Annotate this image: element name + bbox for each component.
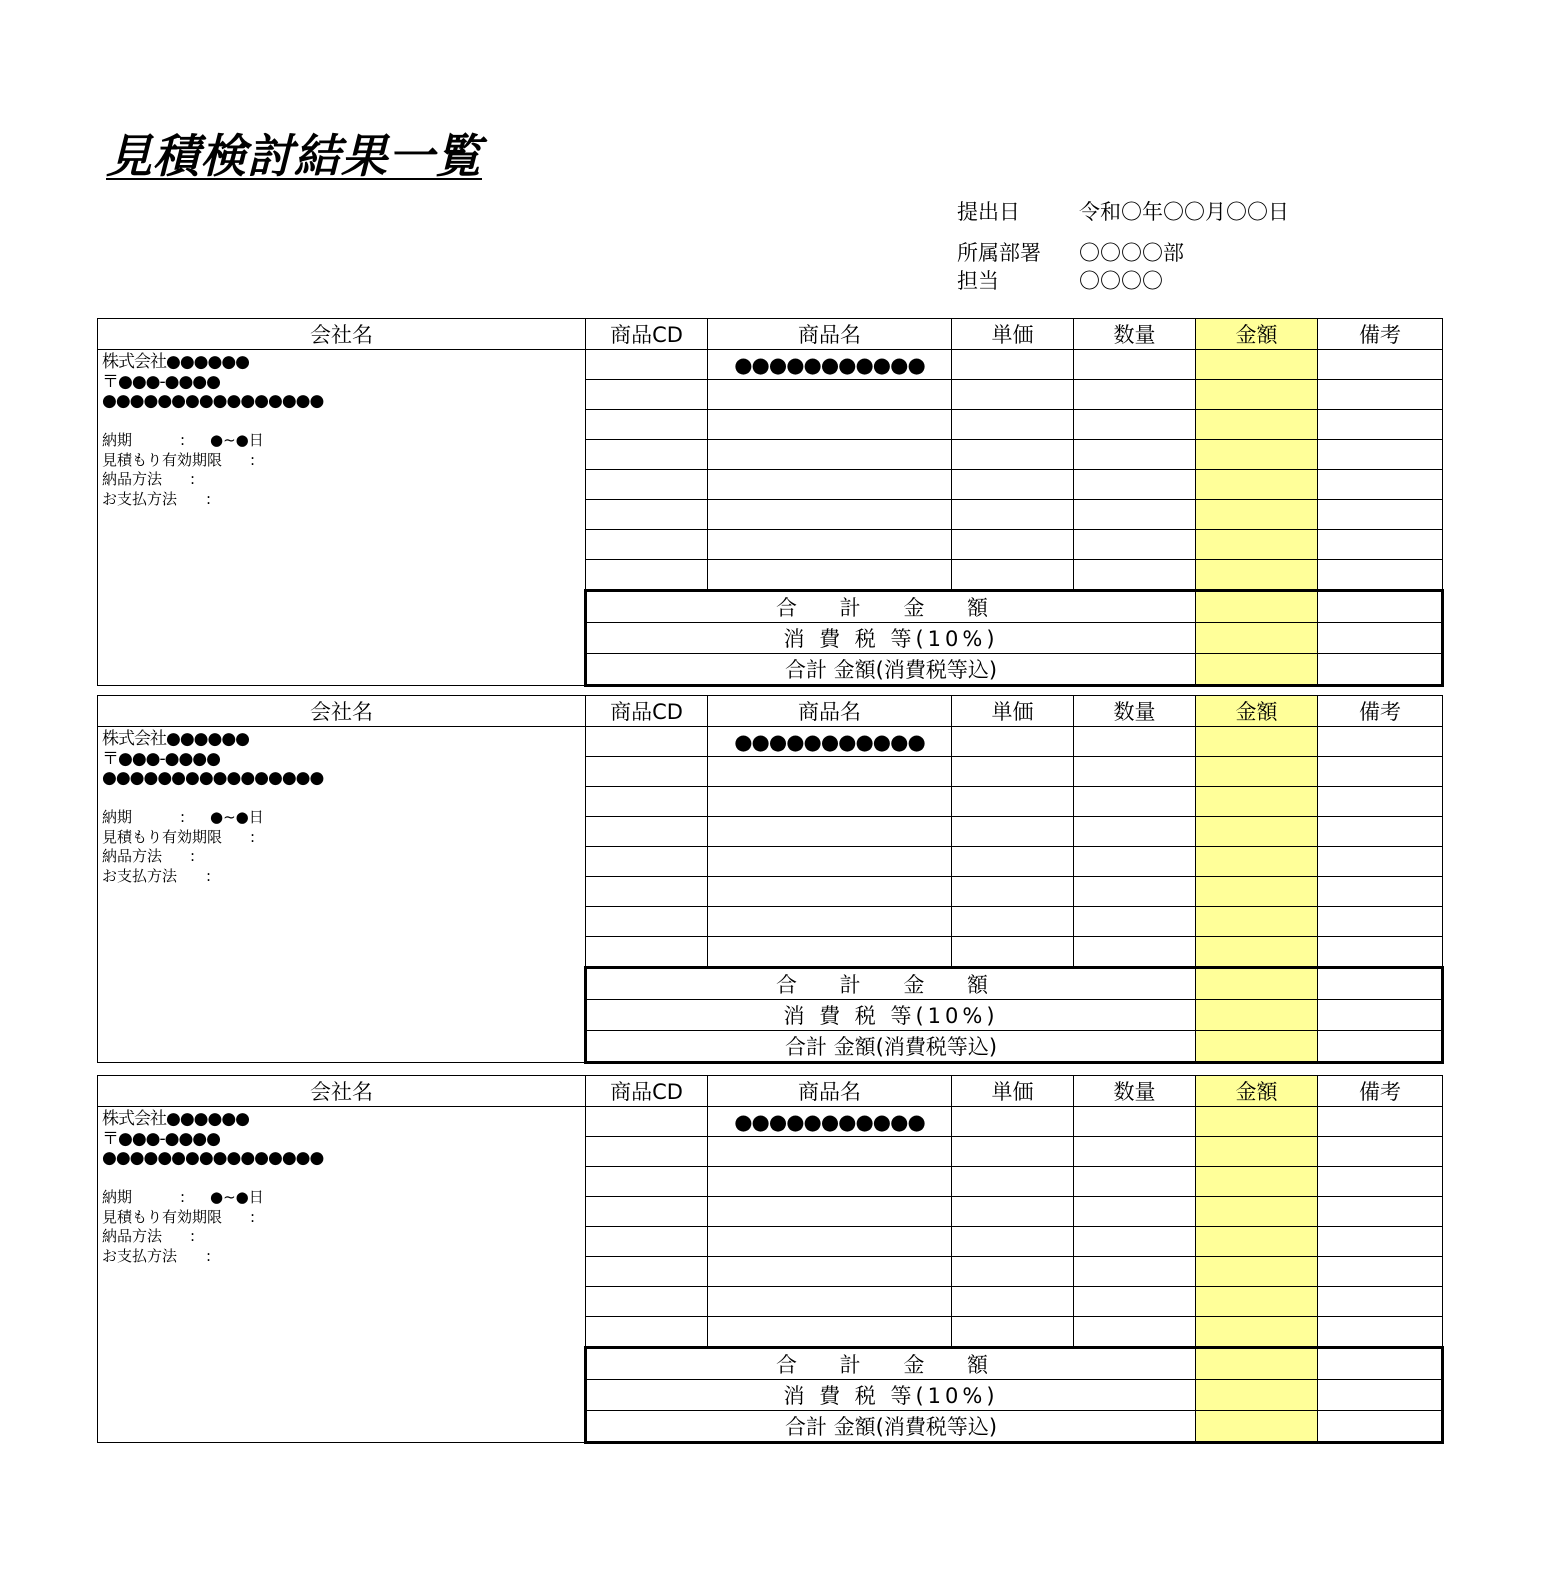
method-sep: : <box>190 847 196 865</box>
method-label: 納品方法 <box>102 847 163 865</box>
product-cd-cell[interactable] <box>586 1137 708 1167</box>
product-name-cell[interactable] <box>708 877 952 907</box>
header-remarks: 備考 <box>1318 696 1443 727</box>
table-row <box>98 727 1443 757</box>
tax-label: 消 費 税 等(10%) <box>586 623 1196 654</box>
remarks-cell[interactable] <box>1318 727 1443 757</box>
quantity-cell[interactable] <box>1074 1227 1196 1257</box>
product-cd-cell[interactable] <box>586 1197 708 1227</box>
payment-label: お支払方法 <box>102 1246 178 1265</box>
remarks-cell[interactable] <box>1318 1317 1443 1348</box>
person-label: 担当 <box>957 269 999 293</box>
product-cd-cell[interactable] <box>586 560 708 591</box>
amount-cell[interactable] <box>1196 1107 1318 1137</box>
quantity-cell[interactable] <box>1074 757 1196 787</box>
remarks-cell[interactable] <box>1318 1227 1443 1257</box>
product-cd-cell[interactable] <box>586 1317 708 1348</box>
product-name-cell[interactable] <box>708 440 952 470</box>
method-label: 納品方法 <box>102 470 163 488</box>
total-amount[interactable] <box>1196 1031 1318 1063</box>
amount-cell[interactable] <box>1196 757 1318 787</box>
total-remarks[interactable] <box>1318 1031 1443 1063</box>
amount-cell[interactable] <box>1196 907 1318 937</box>
department-label: 所属部署 <box>957 241 1041 265</box>
quantity-cell[interactable] <box>1074 1317 1196 1348</box>
subtotal-label: 合 計 金 額 <box>586 591 1196 623</box>
header-product-name: 商品名 <box>708 1076 952 1107</box>
amount-cell[interactable] <box>1196 937 1318 968</box>
product-name-cell[interactable] <box>708 1197 952 1227</box>
product-name-cell[interactable] <box>708 1257 952 1287</box>
quote-table <box>97 318 1444 687</box>
unit-price-cell[interactable] <box>952 410 1074 440</box>
person-value: 〇〇〇〇 <box>1079 269 1163 293</box>
unit-price-cell[interactable] <box>952 937 1074 968</box>
amount-cell[interactable] <box>1196 470 1318 500</box>
remarks-cell[interactable] <box>1318 1107 1443 1137</box>
quantity-cell[interactable] <box>1074 470 1196 500</box>
validity-label: 見積もり有効期限 <box>102 827 223 846</box>
delivery-sep: : <box>180 431 186 449</box>
total-label: 合計 金額(消費税等込) <box>586 654 1196 686</box>
product-cd-cell[interactable] <box>586 907 708 937</box>
product-cd-cell[interactable] <box>586 937 708 968</box>
validity-sep: : <box>250 450 256 469</box>
total-label: 合計 金額(消費税等込) <box>586 1031 1196 1063</box>
delivery-label: 納期 <box>102 1188 133 1206</box>
header-quantity: 数量 <box>1074 696 1196 727</box>
product-name-cell[interactable] <box>708 787 952 817</box>
unit-price-cell[interactable] <box>952 440 1074 470</box>
page-title: 見積検討結果一覧 <box>106 129 482 183</box>
postal-code: 〒●●●-●●●● <box>102 748 220 769</box>
header-product-cd: 商品CD <box>586 319 708 350</box>
subtotal-remarks[interactable] <box>1318 968 1443 1000</box>
unit-price-cell[interactable] <box>952 1137 1074 1167</box>
product-name-cell[interactable] <box>708 907 952 937</box>
header-quantity: 数量 <box>1074 319 1196 350</box>
unit-price-cell[interactable] <box>952 1107 1074 1137</box>
quantity-cell[interactable] <box>1074 907 1196 937</box>
tax-label: 消 費 税 等(10%) <box>586 1380 1196 1411</box>
product-name-cell[interactable] <box>708 530 952 560</box>
method-label: 納品方法 <box>102 1227 163 1245</box>
quantity-cell[interactable] <box>1074 1287 1196 1317</box>
validity-line <box>102 1208 584 1228</box>
tax-remarks[interactable] <box>1318 1000 1443 1031</box>
product-name-cell[interactable] <box>708 380 952 410</box>
header-company: 会社名 <box>98 1076 586 1107</box>
remarks-cell[interactable] <box>1318 1197 1443 1227</box>
method-line <box>102 1227 584 1247</box>
header-remarks: 備考 <box>1318 319 1443 350</box>
product-name-cell[interactable]: ●●●●●●●●●●● <box>708 1107 952 1137</box>
delivery-line <box>102 808 584 828</box>
delivery-value: ●~●日 <box>210 1188 264 1206</box>
subtotal-amount[interactable] <box>1196 591 1318 623</box>
address: ●●●●●●●●●●●●●●●● <box>102 1148 324 1168</box>
table-row <box>98 1107 1443 1137</box>
delivery-value: ●~●日 <box>210 808 264 826</box>
header-product-name: 商品名 <box>708 696 952 727</box>
product-name-cell[interactable] <box>708 1287 952 1317</box>
product-name-cell[interactable] <box>708 560 952 591</box>
postal-code: 〒●●●-●●●● <box>102 371 220 392</box>
quote-block <box>97 695 1442 1059</box>
validity-label: 見積もり有効期限 <box>102 450 223 469</box>
delivery-sep: : <box>180 808 186 826</box>
quantity-cell[interactable] <box>1074 877 1196 907</box>
product-name-cell[interactable] <box>708 1167 952 1197</box>
product-cd-cell[interactable] <box>586 380 708 410</box>
header-amount: 金額 <box>1196 696 1318 727</box>
validity-sep: : <box>250 827 256 846</box>
product-cd-cell[interactable] <box>586 877 708 907</box>
company-name: 株式会社●●●●●● <box>102 729 250 749</box>
amount-cell[interactable] <box>1196 410 1318 440</box>
company-info-cell <box>98 727 586 1063</box>
quantity-cell[interactable] <box>1074 1257 1196 1287</box>
tax-label: 消 費 税 等(10%) <box>586 1000 1196 1031</box>
product-name-cell[interactable] <box>708 847 952 877</box>
quantity-cell[interactable] <box>1074 1107 1196 1137</box>
delivery-label: 納期 <box>102 431 133 449</box>
header-amount: 金額 <box>1196 319 1318 350</box>
header-amount: 金額 <box>1196 1076 1318 1107</box>
total-amount[interactable] <box>1196 654 1318 686</box>
product-name-cell[interactable] <box>708 410 952 440</box>
header-row <box>98 1076 1443 1107</box>
remarks-cell[interactable] <box>1318 877 1443 907</box>
amount-cell[interactable] <box>1196 350 1318 380</box>
unit-price-cell[interactable] <box>952 847 1074 877</box>
validity-label: 見積もり有効期限 <box>102 1207 223 1226</box>
product-name-cell[interactable]: ●●●●●●●●●●● <box>708 350 952 380</box>
amount-cell[interactable] <box>1196 1317 1318 1348</box>
product-name-cell[interactable]: ●●●●●●●●●●● <box>708 727 952 757</box>
unit-price-cell[interactable] <box>952 1197 1074 1227</box>
header-company: 会社名 <box>98 696 586 727</box>
department-value: 〇〇〇〇部 <box>1079 241 1184 265</box>
header-product-cd: 商品CD <box>586 696 708 727</box>
tax-remarks[interactable] <box>1318 1380 1443 1411</box>
payment-label: お支払方法 <box>102 866 178 885</box>
product-cd-cell[interactable] <box>586 817 708 847</box>
tax-amount[interactable] <box>1196 1380 1318 1411</box>
tax-amount[interactable] <box>1196 1000 1318 1031</box>
company-name: 株式会社●●●●●● <box>102 1109 250 1129</box>
header-product-cd: 商品CD <box>586 1076 708 1107</box>
payment-line <box>102 1247 584 1267</box>
subtotal-amount[interactable] <box>1196 1348 1318 1380</box>
payment-sep: : <box>206 489 212 508</box>
company-name: 株式会社●●●●●● <box>102 352 250 372</box>
header-row <box>98 319 1443 350</box>
quantity-cell[interactable] <box>1074 380 1196 410</box>
remarks-cell[interactable] <box>1318 500 1443 530</box>
payment-label: お支払方法 <box>102 489 178 508</box>
unit-price-cell[interactable] <box>952 1257 1074 1287</box>
amount-cell[interactable] <box>1196 847 1318 877</box>
remarks-cell[interactable] <box>1318 530 1443 560</box>
product-name-cell[interactable] <box>708 817 952 847</box>
header-row <box>98 696 1443 727</box>
unit-price-cell[interactable] <box>952 1227 1074 1257</box>
remarks-cell[interactable] <box>1318 847 1443 877</box>
validity-line <box>102 828 584 848</box>
unit-price-cell[interactable] <box>952 727 1074 757</box>
remarks-cell[interactable] <box>1318 907 1443 937</box>
delivery-label: 納期 <box>102 808 133 826</box>
total-remarks[interactable] <box>1318 654 1443 686</box>
header-unit-price: 単価 <box>952 1076 1074 1107</box>
product-cd-cell[interactable] <box>586 1167 708 1197</box>
quantity-cell[interactable] <box>1074 350 1196 380</box>
remarks-cell[interactable] <box>1318 440 1443 470</box>
unit-price-cell[interactable] <box>952 350 1074 380</box>
product-cd-cell[interactable] <box>586 1257 708 1287</box>
payment-sep: : <box>206 1246 212 1265</box>
method-line <box>102 470 584 490</box>
quantity-cell[interactable] <box>1074 440 1196 470</box>
unit-price-cell[interactable] <box>952 907 1074 937</box>
tax-remarks[interactable] <box>1318 623 1443 654</box>
remarks-cell[interactable] <box>1318 410 1443 440</box>
unit-price-cell[interactable] <box>952 500 1074 530</box>
subtotal-label: 合 計 金 額 <box>586 968 1196 1000</box>
amount-cell[interactable] <box>1196 817 1318 847</box>
table-row <box>98 350 1443 380</box>
product-name-cell[interactable] <box>708 1317 952 1348</box>
product-cd-cell[interactable] <box>586 1107 708 1137</box>
product-cd-cell[interactable] <box>586 1227 708 1257</box>
amount-cell[interactable] <box>1196 380 1318 410</box>
product-cd-cell[interactable] <box>586 847 708 877</box>
remarks-cell[interactable] <box>1318 1167 1443 1197</box>
product-cd-cell[interactable] <box>586 727 708 757</box>
unit-price-cell[interactable] <box>952 817 1074 847</box>
remarks-cell[interactable] <box>1318 817 1443 847</box>
product-name-cell[interactable] <box>708 470 952 500</box>
quantity-cell[interactable] <box>1074 560 1196 591</box>
remarks-cell[interactable] <box>1318 1137 1443 1167</box>
header-product-name: 商品名 <box>708 319 952 350</box>
submission-date-label: 提出日 <box>957 200 1020 224</box>
product-name-cell[interactable] <box>708 757 952 787</box>
unit-price-cell[interactable] <box>952 530 1074 560</box>
total-label: 合計 金額(消費税等込) <box>586 1411 1196 1443</box>
quote-table <box>97 1075 1444 1444</box>
amount-cell[interactable] <box>1196 787 1318 817</box>
amount-cell[interactable] <box>1196 1167 1318 1197</box>
amount-cell[interactable] <box>1196 560 1318 591</box>
remarks-cell[interactable] <box>1318 937 1443 968</box>
unit-price-cell[interactable] <box>952 877 1074 907</box>
method-sep: : <box>190 1227 196 1245</box>
product-cd-cell[interactable] <box>586 787 708 817</box>
product-cd-cell[interactable] <box>586 1287 708 1317</box>
method-line <box>102 847 584 867</box>
remarks-cell[interactable] <box>1318 470 1443 500</box>
product-name-cell[interactable] <box>708 500 952 530</box>
product-cd-cell[interactable] <box>586 470 708 500</box>
header-unit-price: 単価 <box>952 319 1074 350</box>
quantity-cell[interactable] <box>1074 937 1196 968</box>
unit-price-cell[interactable] <box>952 1287 1074 1317</box>
quote-block <box>97 318 1442 682</box>
method-sep: : <box>190 470 196 488</box>
payment-sep: : <box>206 866 212 885</box>
quote-table <box>97 695 1444 1064</box>
delivery-sep: : <box>180 1188 186 1206</box>
header-company: 会社名 <box>98 319 586 350</box>
tax-amount[interactable] <box>1196 623 1318 654</box>
company-info-cell <box>98 350 586 686</box>
amount-cell[interactable] <box>1196 1137 1318 1167</box>
amount-cell[interactable] <box>1196 1257 1318 1287</box>
remarks-cell[interactable] <box>1318 787 1443 817</box>
quantity-cell[interactable] <box>1074 847 1196 877</box>
quantity-cell[interactable] <box>1074 530 1196 560</box>
validity-sep: : <box>250 1207 256 1226</box>
remarks-cell[interactable] <box>1318 757 1443 787</box>
unit-price-cell[interactable] <box>952 380 1074 410</box>
remarks-cell[interactable] <box>1318 1287 1443 1317</box>
product-name-cell[interactable] <box>708 1137 952 1167</box>
amount-cell[interactable] <box>1196 530 1318 560</box>
remarks-cell[interactable] <box>1318 380 1443 410</box>
unit-price-cell[interactable] <box>952 470 1074 500</box>
amount-cell[interactable] <box>1196 1197 1318 1227</box>
amount-cell[interactable] <box>1196 500 1318 530</box>
subtotal-remarks[interactable] <box>1318 1348 1443 1380</box>
product-cd-cell[interactable] <box>586 500 708 530</box>
unit-price-cell[interactable] <box>952 1317 1074 1348</box>
unit-price-cell[interactable] <box>952 1167 1074 1197</box>
remarks-cell[interactable] <box>1318 350 1443 380</box>
product-cd-cell[interactable] <box>586 530 708 560</box>
postal-code: 〒●●●-●●●● <box>102 1128 220 1149</box>
quantity-cell[interactable] <box>1074 410 1196 440</box>
header-remarks: 備考 <box>1318 1076 1443 1107</box>
remarks-cell[interactable] <box>1318 1257 1443 1287</box>
total-remarks[interactable] <box>1318 1411 1443 1443</box>
product-name-cell[interactable] <box>708 1227 952 1257</box>
total-amount[interactable] <box>1196 1411 1318 1443</box>
quantity-cell[interactable] <box>1074 787 1196 817</box>
quote-block <box>97 1075 1442 1439</box>
quantity-cell[interactable] <box>1074 500 1196 530</box>
subtotal-amount[interactable] <box>1196 968 1318 1000</box>
quantity-cell[interactable] <box>1074 1197 1196 1227</box>
product-name-cell[interactable] <box>708 937 952 968</box>
unit-price-cell[interactable] <box>952 560 1074 591</box>
payment-line <box>102 490 584 510</box>
amount-cell[interactable] <box>1196 1287 1318 1317</box>
address: ●●●●●●●●●●●●●●●● <box>102 768 324 788</box>
subtotal-remarks[interactable] <box>1318 591 1443 623</box>
product-cd-cell[interactable] <box>586 410 708 440</box>
delivery-line <box>102 431 584 451</box>
product-cd-cell[interactable] <box>586 440 708 470</box>
quantity-cell[interactable] <box>1074 1137 1196 1167</box>
product-cd-cell[interactable] <box>586 350 708 380</box>
quantity-cell[interactable] <box>1074 727 1196 757</box>
delivery-value: ●~●日 <box>210 431 264 449</box>
unit-price-cell[interactable] <box>952 757 1074 787</box>
validity-line <box>102 451 584 471</box>
quantity-cell[interactable] <box>1074 1167 1196 1197</box>
remarks-cell[interactable] <box>1318 560 1443 591</box>
submission-date-value: 令和〇年〇〇月〇〇日 <box>1079 200 1289 224</box>
header-unit-price: 単価 <box>952 696 1074 727</box>
amount-cell[interactable] <box>1196 1227 1318 1257</box>
address: ●●●●●●●●●●●●●●●● <box>102 391 324 411</box>
subtotal-label: 合 計 金 額 <box>586 1348 1196 1380</box>
amount-cell[interactable] <box>1196 440 1318 470</box>
amount-cell[interactable] <box>1196 877 1318 907</box>
unit-price-cell[interactable] <box>952 787 1074 817</box>
header-quantity: 数量 <box>1074 1076 1196 1107</box>
delivery-line <box>102 1188 584 1208</box>
amount-cell[interactable] <box>1196 727 1318 757</box>
payment-line <box>102 867 584 887</box>
quantity-cell[interactable] <box>1074 817 1196 847</box>
product-cd-cell[interactable] <box>586 757 708 787</box>
company-info-cell <box>98 1107 586 1443</box>
